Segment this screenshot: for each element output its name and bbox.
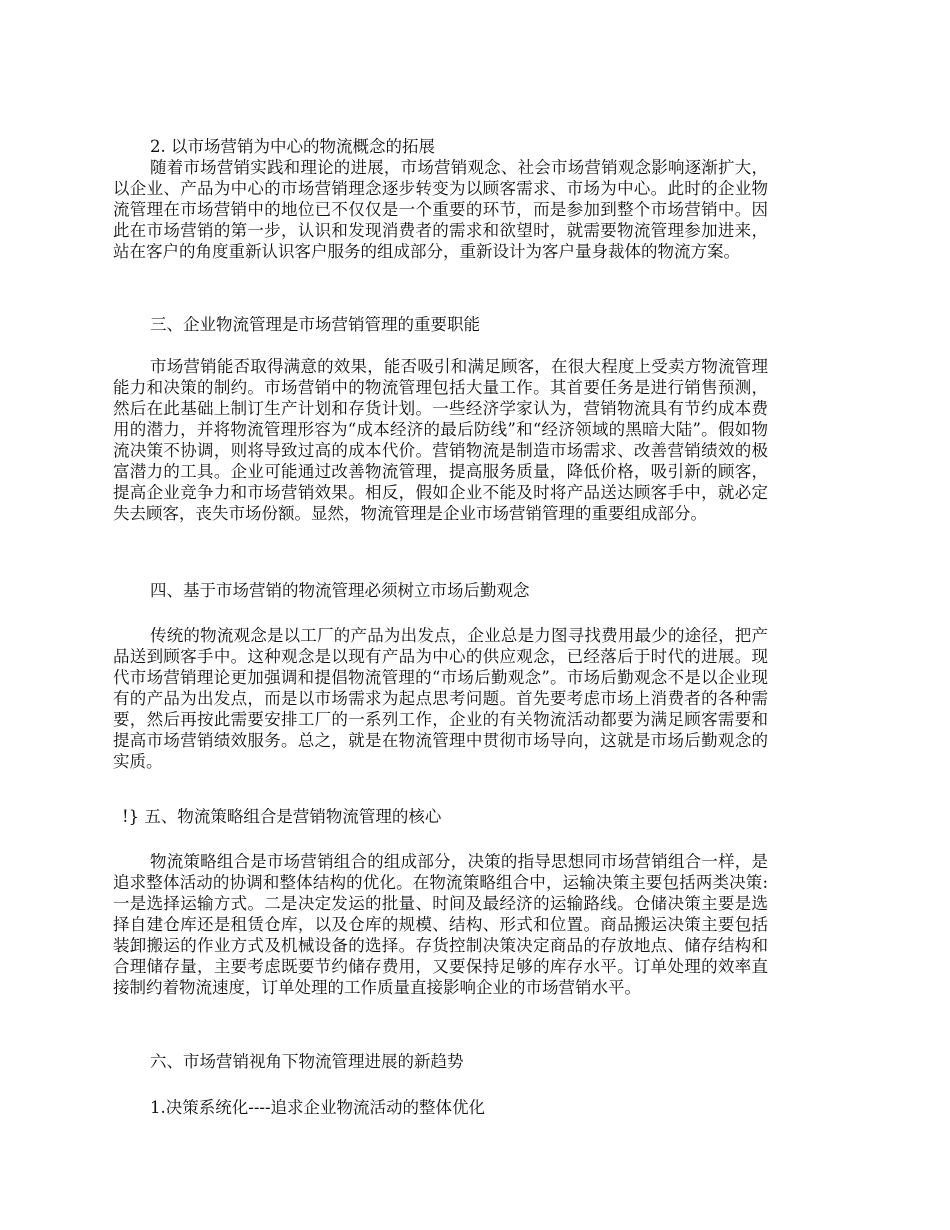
section-2-paragraph: 随着市场营销实践和理论的进展，市场营销观念、社会市场营销观念影响逐渐扩大，以企业、产品为中心的市场营销理念逐步转变为以顾客需求、市场为中心。此时的企业物流管理在市场营销中的地位已不仅仅是一个重要的环节，而是参加到整个市场营销中。因此在市场营销的第一步，认识和发现消费者的需求和欲望时，就需要物流管理参加进来，站在客户的角度重新认识客户服务的组成部分，重新设计为客户量身裁体的物流方案。 [113,158,768,261]
section-6-subheading: 1.决策系统化----追求企业物流活动的整体优化 [150,1098,486,1117]
section-4-paragraph: 传统的物流观念是以工厂的产品为出发点，企业总是力图寻找费用最少的途径，把产品送到顾客手中。这种观念是以现有产品为中心的供应观念，已经落后于时代的进展。现代市场营销理论更加强调和提倡物流管理的“市场后勤观念”。市场后勤观念不是以企业现有的产品为出发点，而是以市场需求为起点思考问题。首先要考虑市场上消费者的各种需要，然后再按此需要安排工厂的一系列工作，企业的有关物流活动都要为满足顾客需要和提高市场营销绩效服务。总之，就是在物流管理中贯彻市场导向，这就是市场后勤观念的实质。 [113,626,768,771]
section-5-heading: 五、物流策略组合是营销物流管理的核心 [144,807,442,826]
section-2-heading: 2. 以市场营销为中心的物流概念的拓展 [150,137,435,156]
section-3-body [113,356,768,524]
section-2-body [113,157,768,262]
section-3-heading: 三、企业物流管理是市场营销管理的重要职能 [150,315,480,334]
section-4-body [113,625,768,772]
section-5-paragraph: 物流策略组合是市场营销组合的组成部分，决策的指导思想同市场营销组合一样，是追求整体活动的协调和整体结构的优化。在物流策略组合中，运输决策主要包括两类决策:一是选择运输方式。二是决定发运的批量、时间及最经济的运输路线。仓储决策主要是选择自建仓库还是租赁仓库，以及仓库的规模、结构、形式和位置。商品搬运决策主要包括装卸搬运的作业方式及机械设备的选择。存货控制决策决定商品的存放地点、储存结构和合理储存量，主要考虑既要节约储存费用，又要保持足够的库存水平。订单处理的效率直接制约着物流速度，订单处理的工作质量直接影响企业的市场营销水平。 [113,852,768,997]
section-5-heading-line [122,806,441,827]
section-6-heading: 六、市场营销视角下物流管理进展的新趋势 [150,1052,464,1071]
section-5-marker: !} [122,807,140,826]
section-5-body [113,851,768,998]
section-4-heading: 四、基于市场营销的物流管理必须树立市场后勤观念 [150,581,530,600]
section-3-paragraph: 市场营销能否取得满意的效果，能否吸引和满足顾客，在很大程度上受卖方物流管理能力和决策的制约。市场营销中的物流管理包括大量工作。其首要任务是进行销售预测，然后在此基础上制订生产计划和存货计划。一些经济学家认为，营销物流具有节约成本费用的潜力，并将物流管理形容为“成本经济的最后防线”和“经济领域的黑暗大陆”。假如物流决策不协调，则将导致过高的成本代价。营销物流是制造市场需求、改善营销绩效的极富潜力的工具。企业可能通过改善物流管理，提高服务质量，降低价格，吸引新的顾客，提高企业竞争力和市场营销效果。相反，假如企业不能及时将产品送达顾客手中，就必定失去顾客，丧失市场份额。显然，物流管理是企业市场营销管理的重要组成部分。 [113,357,768,523]
